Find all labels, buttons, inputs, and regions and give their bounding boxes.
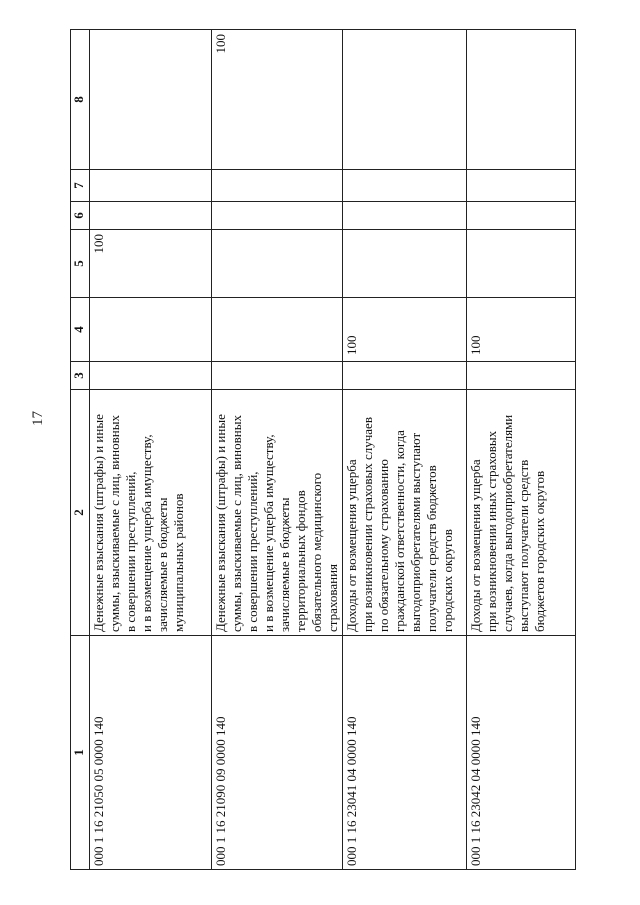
classification-code: 000 1 16 23042 04 0000 140 xyxy=(467,636,576,870)
value-cell: 100 xyxy=(467,298,576,362)
column-header: 2 xyxy=(71,390,90,636)
revenue-name xyxy=(467,390,576,636)
value-cell: 100 xyxy=(90,230,212,298)
value-cell xyxy=(212,298,343,362)
value-cell xyxy=(343,362,467,390)
revenue-name-line: выступают получатели средств xyxy=(516,459,531,632)
value-cell xyxy=(90,202,212,230)
table-row xyxy=(90,30,212,870)
revenue-name-line: случаев, когда выгодоприобретателями xyxy=(500,414,515,632)
value-cell xyxy=(467,362,576,390)
revenue-name-line: бюджетов городских округов xyxy=(532,470,547,632)
value-cell xyxy=(212,362,343,390)
revenue-name-line: выгодоприобретателями выступают xyxy=(408,432,423,632)
column-header: 4 xyxy=(71,298,90,362)
classification-code: 000 1 16 21090 09 0000 140 xyxy=(212,636,343,870)
revenue-name-line: Доходы от возмещения ущерба xyxy=(344,459,359,632)
table-row xyxy=(212,30,343,870)
column-header: 3 xyxy=(71,362,90,390)
value-cell xyxy=(467,30,576,170)
revenue-name-line: страхования xyxy=(325,563,340,632)
value-cell: 100 xyxy=(212,30,343,170)
revenue-name xyxy=(90,390,212,636)
revenue-name-line: и в возмещение ущерба имуществу, xyxy=(261,434,276,632)
value-cell xyxy=(90,170,212,202)
table-row xyxy=(343,30,467,870)
classification-code: 000 1 16 23041 04 0000 140 xyxy=(343,636,467,870)
revenue-name-line: по обязательному страхованию xyxy=(376,459,391,632)
revenue-name-line: Денежные взыскания (штрафы) и иные xyxy=(91,414,106,632)
value-cell xyxy=(343,230,467,298)
revenue-name-line: зачисляемые в бюджеты xyxy=(277,497,292,632)
value-cell xyxy=(467,170,576,202)
revenue-name-line: обязательного медицинского xyxy=(309,472,324,632)
value-cell xyxy=(343,30,467,170)
revenue-name-line: Денежные взыскания (штрафы) и иные xyxy=(213,414,228,632)
revenue-table-grid xyxy=(70,29,576,870)
revenue-name xyxy=(212,390,343,636)
page-number: 17 xyxy=(30,411,46,426)
revenue-name-line: Доходы от возмещения ущерба xyxy=(468,459,483,632)
revenue-table xyxy=(70,30,576,870)
column-header: 6 xyxy=(71,202,90,230)
header-row xyxy=(71,30,90,870)
revenue-name-line: суммы, взыскиваемые с лиц, виновных xyxy=(229,415,244,632)
revenue-name-line: при возникновении иных страховых xyxy=(484,430,499,632)
value-cell xyxy=(212,230,343,298)
revenue-name-line: получатели средств бюджетов xyxy=(424,465,439,632)
column-header: 5 xyxy=(71,230,90,298)
value-cell: 100 xyxy=(343,298,467,362)
value-cell xyxy=(90,362,212,390)
classification-code: 000 1 16 21050 05 0000 140 xyxy=(90,636,212,870)
column-header: 8 xyxy=(71,30,90,170)
revenue-name-line: суммы, взыскиваемые с лиц, виновных xyxy=(107,415,122,632)
value-cell xyxy=(212,170,343,202)
revenue-name xyxy=(343,390,467,636)
value-cell xyxy=(467,230,576,298)
revenue-name-line: при возникновении страховых случаев xyxy=(360,417,375,632)
value-cell xyxy=(467,202,576,230)
revenue-name-line: гражданской ответственности, когда xyxy=(392,430,407,632)
revenue-name-line: муниципальных районов xyxy=(171,493,186,632)
revenue-name-line: зачисляемые в бюджеты xyxy=(155,497,170,632)
value-cell xyxy=(90,298,212,362)
column-header: 7 xyxy=(71,170,90,202)
table-row xyxy=(467,30,576,870)
revenue-name-line: городских округов xyxy=(440,529,455,632)
revenue-name-line: в совершении преступлений, xyxy=(123,471,138,632)
revenue-name-line: и в возмещение ущерба имуществу, xyxy=(139,434,154,632)
revenue-name-line: в совершении преступлений, xyxy=(245,471,260,632)
column-header: 1 xyxy=(71,636,90,870)
value-cell xyxy=(343,170,467,202)
value-cell xyxy=(90,30,212,170)
value-cell xyxy=(343,202,467,230)
revenue-name-line: территориальных фондов xyxy=(293,490,308,632)
value-cell xyxy=(212,202,343,230)
